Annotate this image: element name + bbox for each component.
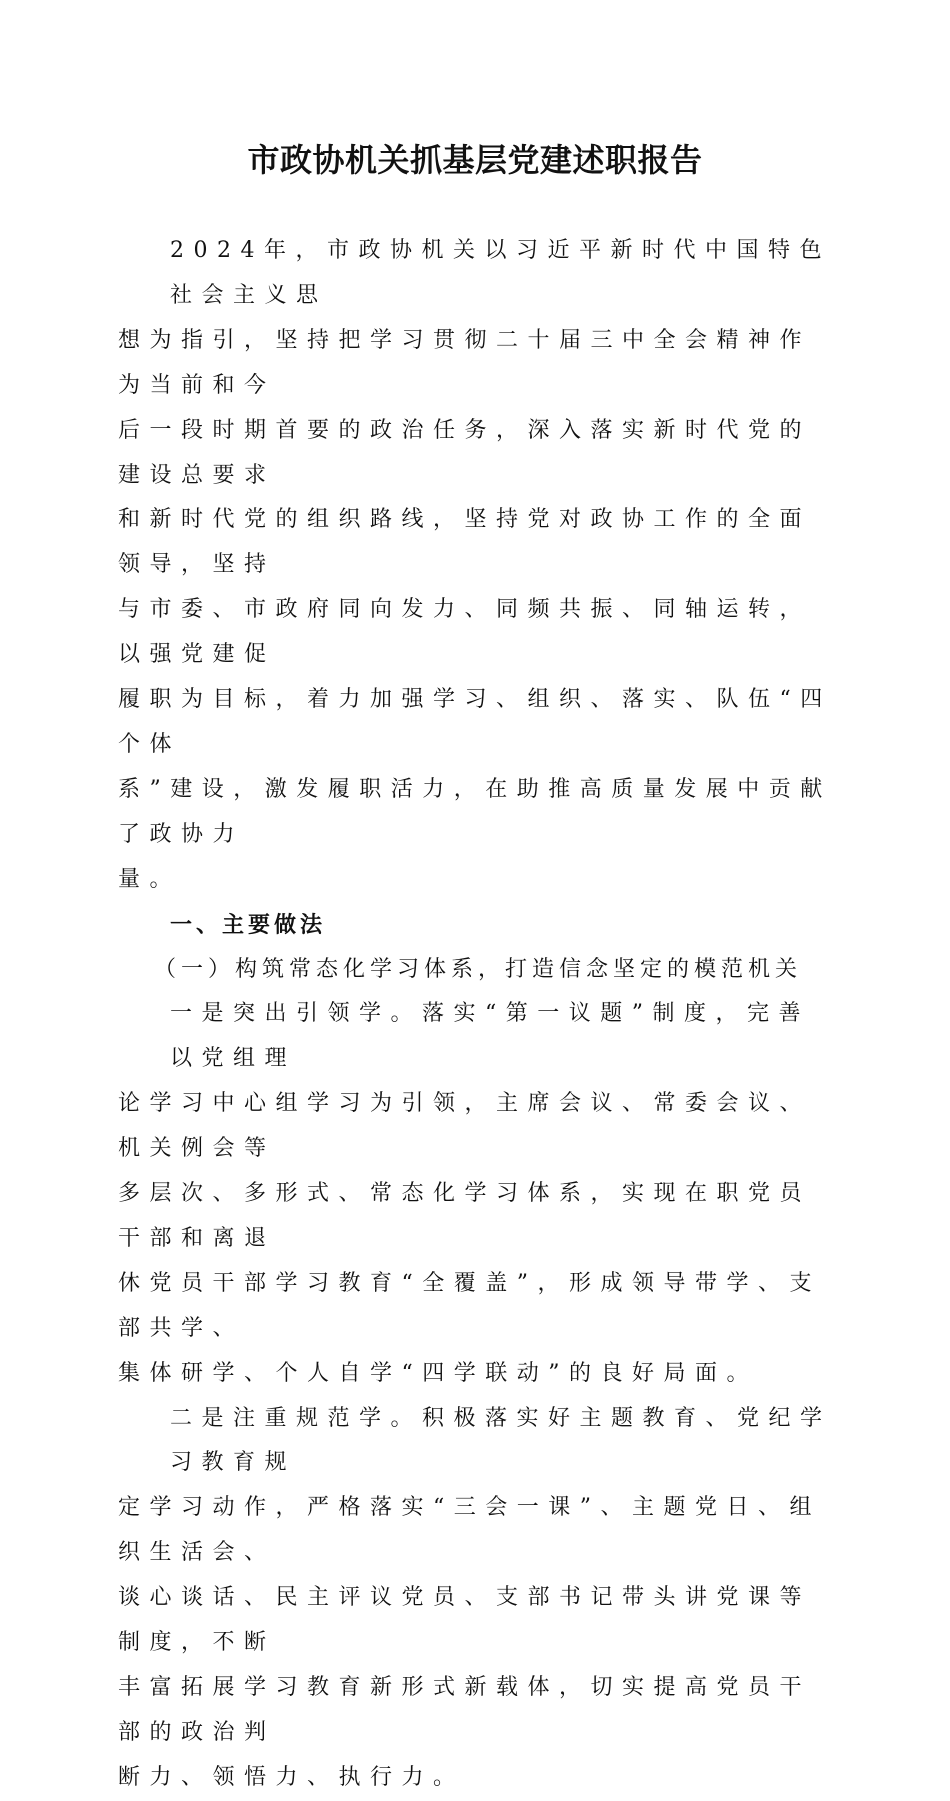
subsection-heading: （一）构筑常态化学习体系，打造信念坚定的模范机关 <box>154 956 803 982</box>
text-line: 想为指引，坚持把学习贯彻二十届三中全会精神作为当前和今 <box>118 327 812 398</box>
point-two-paragraph <box>118 1397 838 1801</box>
text-line: 论学习中心组学习为引领，主席会议、常委会议、机关例会等 <box>118 1091 812 1162</box>
text-line: 集体研学、个人自学“四学联动”的良好局面。 <box>118 1360 758 1386</box>
text-line: 和新时代党的组织路线，坚持党对政协工作的全面领导，坚持 <box>118 507 812 578</box>
text-line: 二是注重规范学。积极落实好主题教育、党纪学习教育规 <box>170 1405 832 1476</box>
text-line: 后一段时期首要的政治任务，深入落实新时代党的建设总要求 <box>118 417 812 488</box>
text-line: 2024年，市政协机关以习近平新时代中国特色社会主义思 <box>170 238 831 308</box>
text-line: 休党员干部学习教育“全覆盖”，形成领导带学、支部共学、 <box>118 1270 821 1341</box>
text-line: 丰富拓展学习教育新形式新载体，切实提高党员干部的政治判 <box>118 1675 812 1745</box>
text-line: 与市委、市政府同向发力、同频共振、同轴运转，以强党建促 <box>118 597 812 668</box>
text-line: 谈心谈话、民主评议党员、支部书记带头讲党课等制度，不断 <box>118 1585 812 1656</box>
text-line: 系”建设，激发履职活力，在助推高质量发展中贡献了政协力 <box>118 776 832 847</box>
text-line: 定学习动作，严格落实“三会一课”、主题党日、组织生活会、 <box>118 1495 821 1566</box>
text-line: 多层次、多形式、常态化学习体系，实现在职党员干部和离退 <box>118 1181 812 1251</box>
document-title: 市政协机关抓基层党建述职报告 <box>247 141 703 179</box>
document-body <box>118 229 838 1801</box>
section-heading: 一、主要做法 <box>170 911 327 938</box>
text-line: 量。 <box>118 866 182 892</box>
point-one-paragraph <box>118 992 838 1396</box>
text-line: 一是突出引领学。落实“第一议题”制度，完善以党组理 <box>170 1001 810 1072</box>
text-line: 断力、领悟力、执行力。 <box>118 1764 465 1790</box>
intro-paragraph <box>118 229 838 903</box>
text-line: 履职为目标，着力加强学习、组织、落实、队伍“四个体 <box>118 687 832 757</box>
